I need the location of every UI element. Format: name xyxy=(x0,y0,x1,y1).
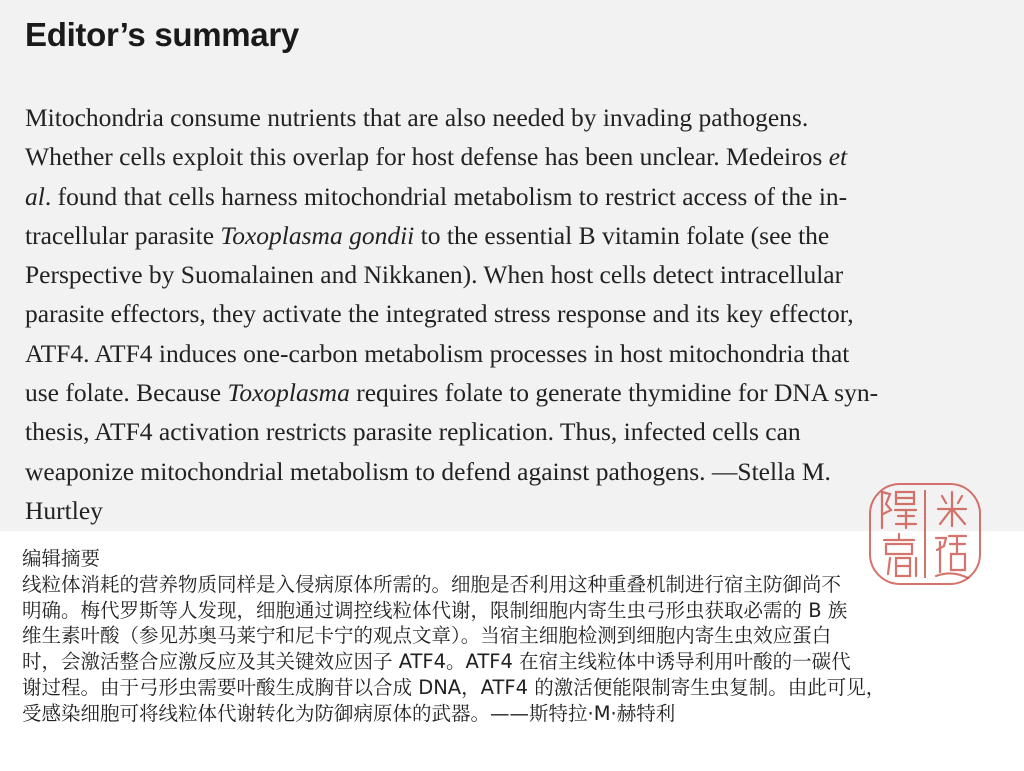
summary-line xyxy=(25,452,1000,491)
text-run: use folate. Because xyxy=(25,378,228,408)
italic-text: Toxoplasma gondii xyxy=(220,220,415,250)
summary-line xyxy=(25,255,1000,294)
italic-text: al xyxy=(25,181,45,211)
summary-line xyxy=(25,373,1000,412)
italic-text: Toxoplasma xyxy=(227,378,350,408)
summary-body xyxy=(25,98,1000,530)
summary-line xyxy=(25,177,1000,216)
summary-line xyxy=(25,98,1000,137)
text-run: requires folate to generate thymidine for DNA syn- xyxy=(349,378,879,408)
text-run: Hurtley xyxy=(25,495,103,525)
text-run: weaponize mitochondrial metabolism to defend against pathogens. —Stella M. xyxy=(25,456,831,486)
translation-line: 明确。梅代罗斯等人发现，细胞通过调控线粒体代谢，限制细胞内寄生虫弓形虫获取必需的 B 族 xyxy=(22,598,848,622)
italic-text: et xyxy=(828,142,848,172)
summary-line xyxy=(25,334,1000,373)
translation-line: 线粒体消耗的营养物质同样是入侵病原体所需的。细胞是否利用这种重叠机制进行宿主防御尚不 xyxy=(22,572,842,596)
text-run: Mitochondria consume nutrients that are also needed by invading pathogens. xyxy=(25,103,809,132)
translation-line: 时，会激活整合应激反应及其关键效应因子 ATF4。ATF4 在宿主线粒体中诱导利用叶酸的一碳代 xyxy=(22,650,851,674)
text-run: to the essential B vitamin folate (see the xyxy=(414,220,830,250)
summary-line xyxy=(25,294,1000,333)
text-run: Perspective by Suomalainen and Nikkanen). When host cells detect intracellular xyxy=(25,260,844,290)
summary-line xyxy=(25,491,1000,530)
text-run: parasite effectors, they activate the integrated stress response and its key effector, xyxy=(25,299,854,329)
summary-heading: Editor’s summary xyxy=(25,16,299,53)
text-run: thesis, ATF4 activation restricts parasite replication. Thus, infected cells can xyxy=(25,417,801,447)
text-run: . found that cells harness mitochondrial metabolism to restrict access of the in- xyxy=(44,181,848,211)
translation-line: 谢过程。由于弓形虫需要叶酸生成胸苷以合成 DNA，ATF4 的激活便能限制寄生虫复制。由此可见， xyxy=(22,675,886,699)
translation-title: 编辑摘要 xyxy=(22,547,101,570)
text-run: ATF4. ATF4 induces one-carbon metabolism processes in host mitochondria that xyxy=(25,338,850,368)
text-run: Whether cells exploit this overlap for host defense has been unclear. Medeiros xyxy=(25,142,829,172)
translation-line: 受感染细胞可将线粒体代谢转化为防御病原体的武器。——斯特拉·M·赫特利 xyxy=(22,701,676,725)
text-run: tracellular parasite xyxy=(25,220,221,250)
translation-line: 维生素叶酸（参见苏奥马莱宁和尼卡宁的观点文章）。当宿主细胞检测到细胞内寄生虫效应蛋白 xyxy=(22,624,832,648)
red-seal-stamp xyxy=(866,480,984,588)
summary-line xyxy=(25,412,1000,451)
summary-line xyxy=(25,137,1000,176)
summary-line xyxy=(25,216,1000,255)
